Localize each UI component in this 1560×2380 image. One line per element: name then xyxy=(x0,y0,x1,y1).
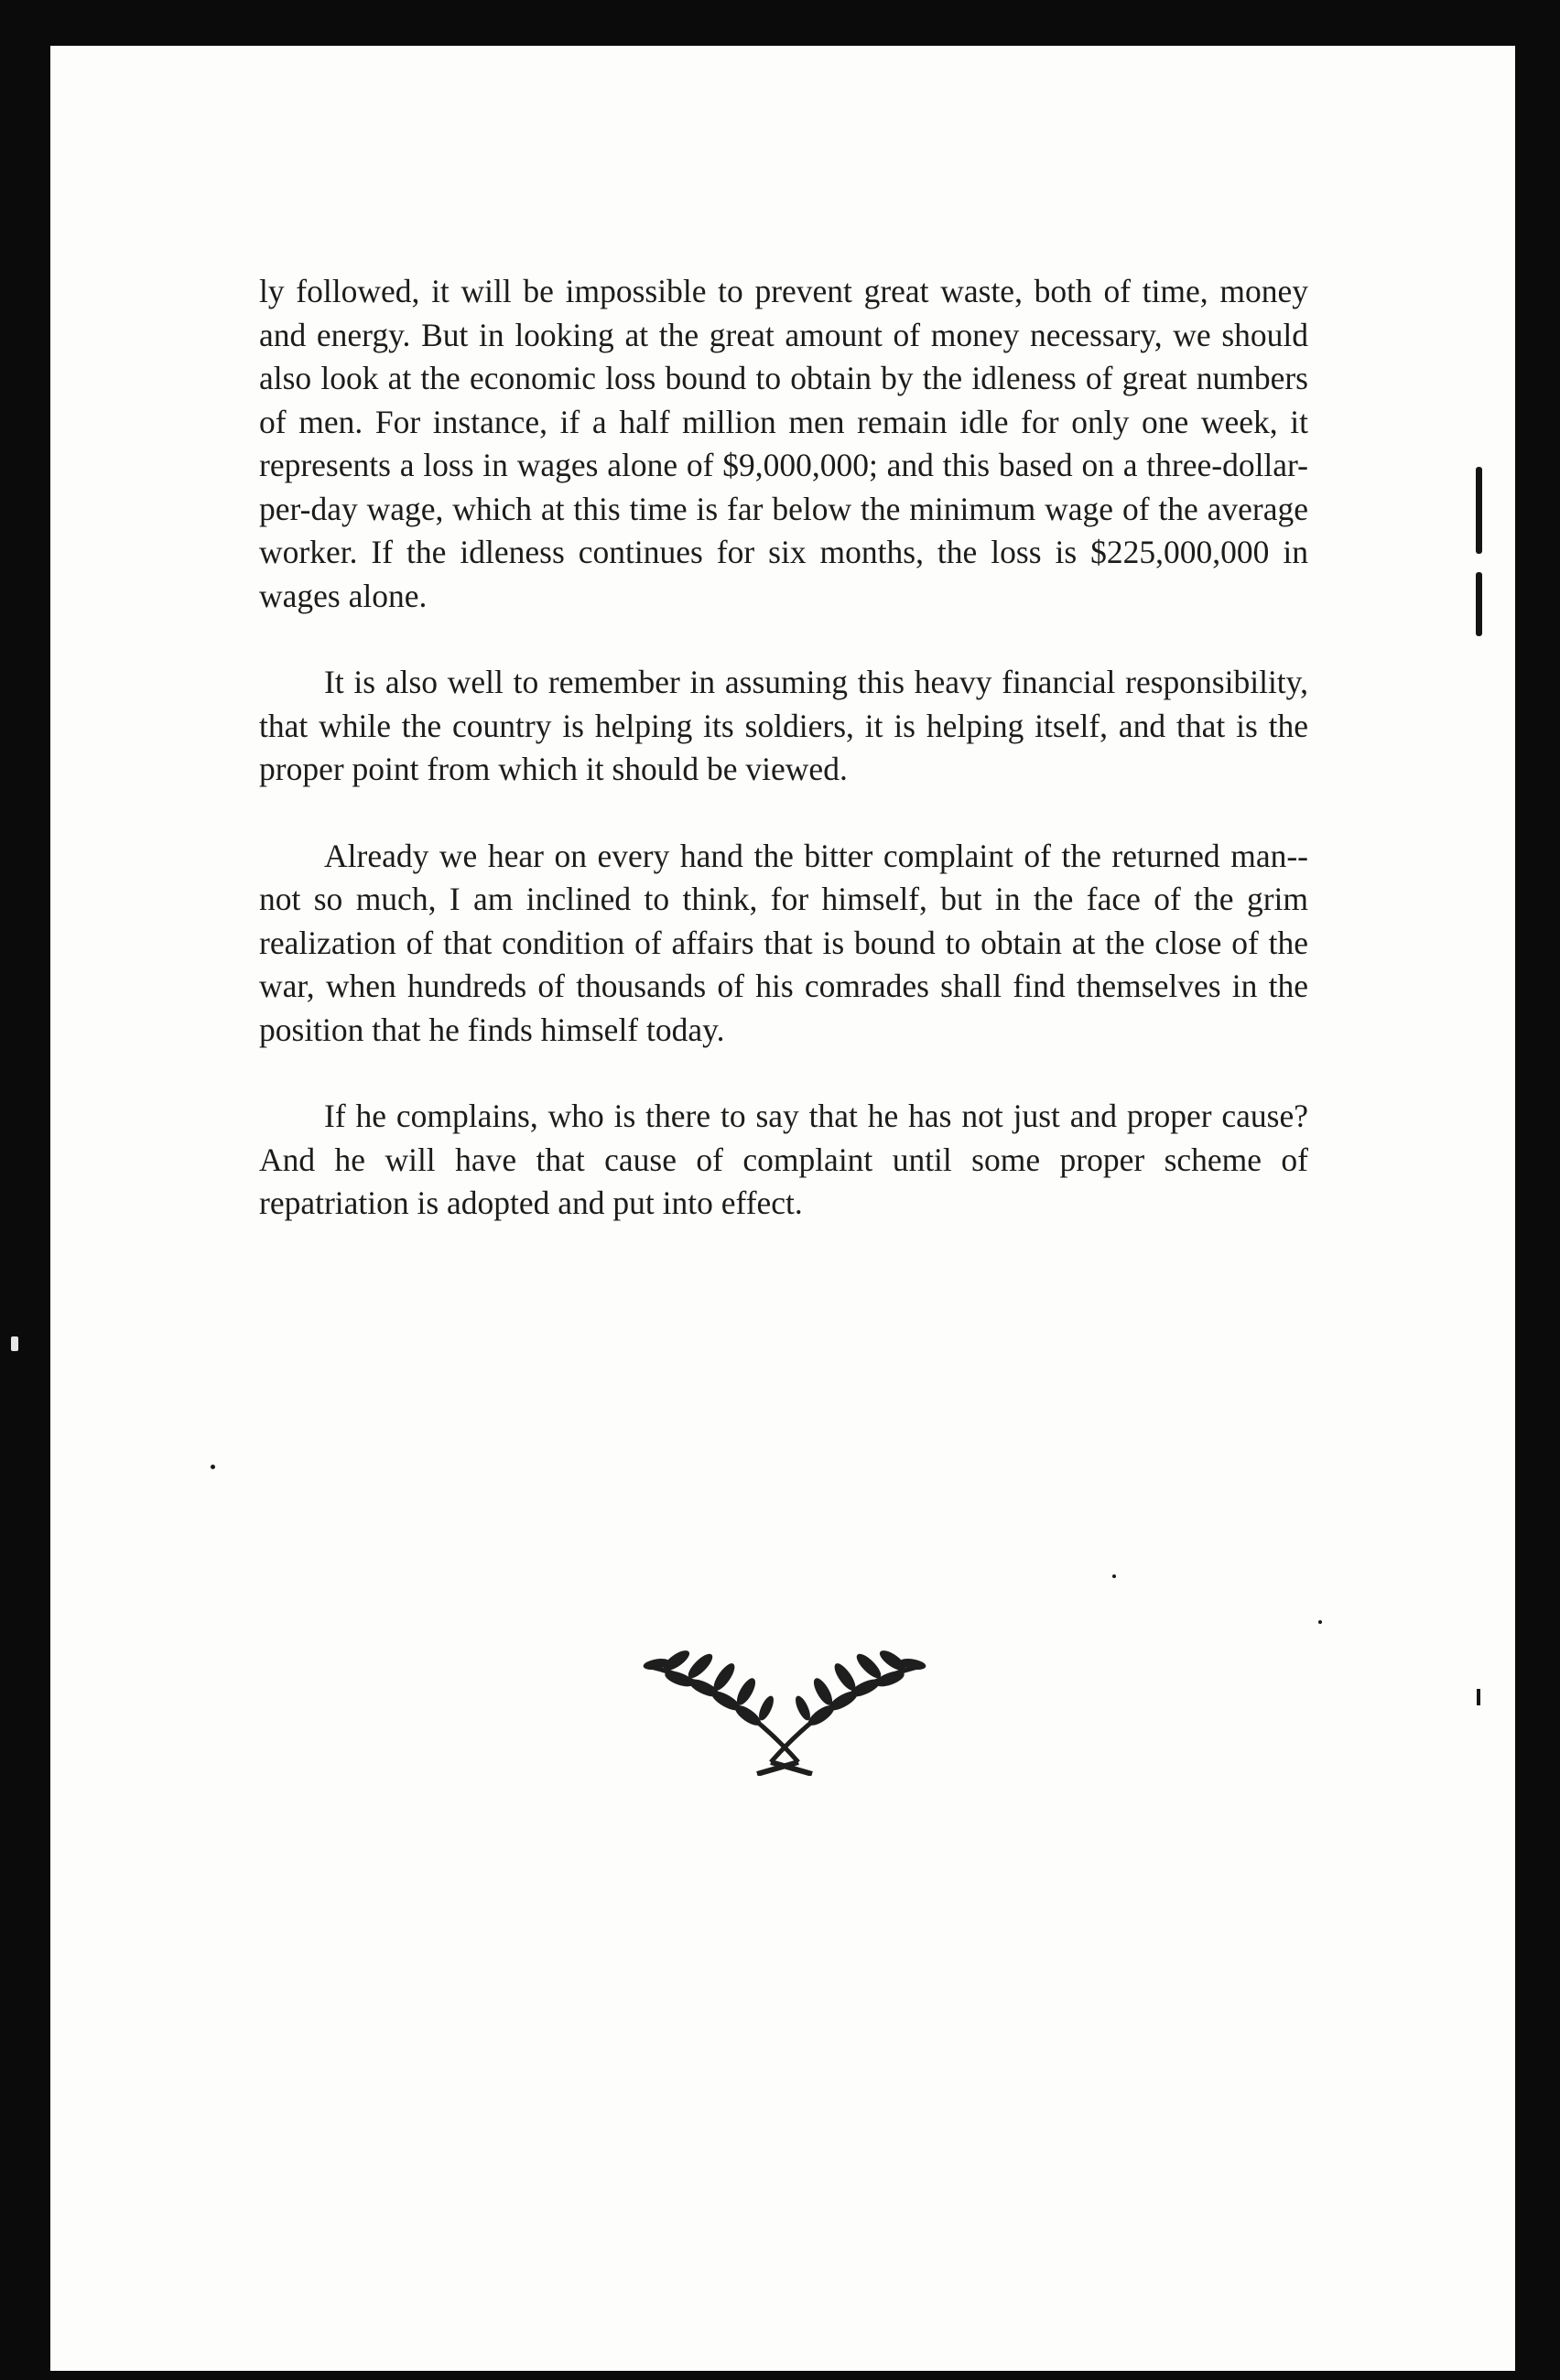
scan-edge-mark xyxy=(1476,572,1482,636)
scan-speck xyxy=(1112,1574,1116,1578)
scan-edge-mark xyxy=(1476,467,1482,554)
crossed-laurel-branches-icon xyxy=(629,1611,940,1776)
scan-speck xyxy=(11,1336,18,1351)
scan-speck xyxy=(211,1465,215,1469)
paragraph-1: ly followed, it will be impossible to prevent great waste, both of time, money and energy. But in looking at the great amount of money necessary, we should also look at the economic loss bound to obtain by the idleness of great numbers of men. For instance, if a half million men remain idle for only one week, it represents a loss in wages alone of $9,000,000; and this based on a three-dollar-per-day wage, which at this time is far below the minimum wage of the average worker. If the idleness continues for six months, the loss is $225,000,000 in wages alone. xyxy=(259,273,1308,614)
body-text xyxy=(259,270,1308,1269)
paragraph-4: If he complains, who is there to say that he has not just and proper cause? And he will have that cause of complaint until some proper scheme of repatriation is adopted and put into effect. xyxy=(259,1098,1308,1221)
document-page xyxy=(50,46,1515,2371)
paragraph-3: Already we hear on every hand the bitter complaint of the returned man--not so much, I am inclined to think, for himself, but in the face of the grim realization of that condition of affairs that is bound to obtain at the close of the war, when hundreds of thousands of his comrades shall find themselves in the position that he finds himself today. xyxy=(259,837,1308,1048)
scan-speck xyxy=(1318,1620,1322,1624)
paragraph-2: It is also well to remember in assuming this heavy financial responsibility, that while the country is helping its soldiers, it is helping itself, and that is the proper point from which it should be viewed. xyxy=(259,664,1308,787)
scan-edge-mark xyxy=(1477,1689,1480,1705)
